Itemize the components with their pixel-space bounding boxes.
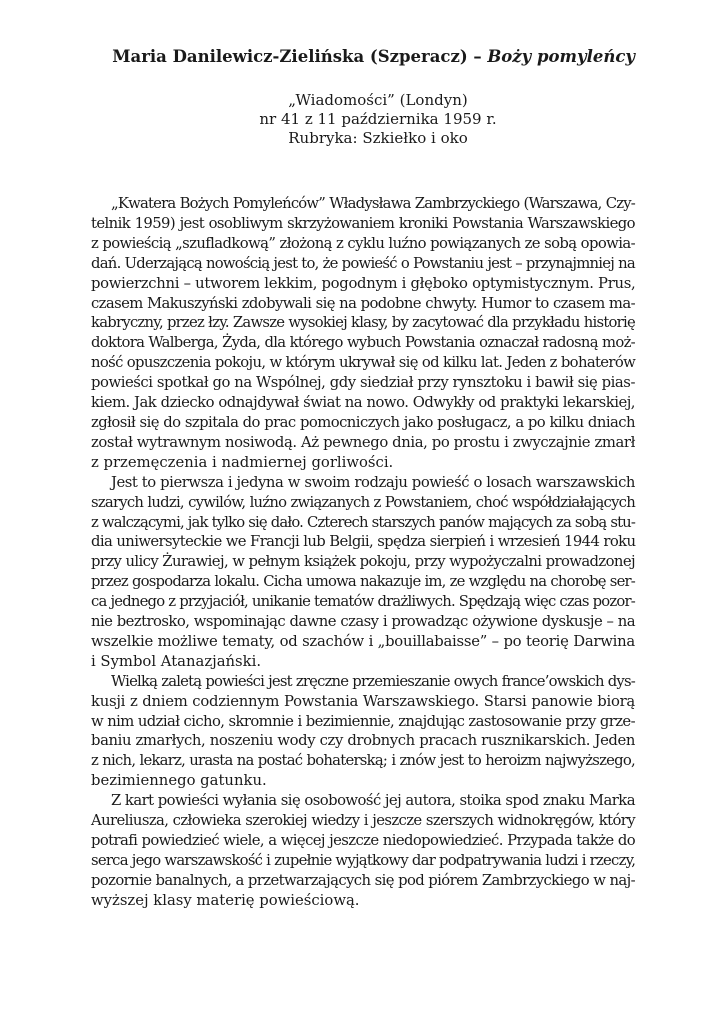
source-block [89,91,635,148]
text-line: baniu zmarłych, noszeniu wody czy drobnych pracach rusznikarskich. Jeden [91,732,635,750]
paragraph [89,672,635,791]
source-publication: „Wiadomości” (Londyn) [288,91,468,109]
text-line: został wytrawnym nosiwodą. Aż pewnego dnia, po prostu i zwyczajnie zmarł [91,433,635,451]
text-line: Aureliusza, człowieka szerokiej wiedzy i jeszcze szerszych widnokręgów, który [91,812,635,830]
text-line: w nim udział cicho, skromnie i bezimiennie, znajdując zastosowanie przy grze- [91,712,635,730]
text-line: wyższej klasy materię powieściową. [91,891,360,909]
paragraph [89,194,635,473]
text-line: telnik 1959) jest osobliwym skrzyżowaniem kroniki Powstania Warszawskiego [91,214,635,232]
text-line: i Symbol Atanazjański. [91,652,262,670]
text-line: nie beztrosko, wspominając dawne czasy i prowadząc ożywione dyskusje – na [91,613,635,631]
text-line: Z kart powieści wyłania się osobowość jej autora, stoika spod znaku Marka [111,792,635,810]
text-line: dia uniwersyteckie we Francji lub Belgii, spędza sierpień i wrzesień 1944 roku [91,533,636,551]
text-line: kiem. Jak dziecko odnajdywał świat na nowo. Odwykły od praktyki lekarskiej, [91,394,635,412]
text-line: Wielką zaletą powieści jest zręczne przemieszanie owych france’owskich dys- [111,672,635,690]
text-line: z przemęczenia i nadmiernej gorliwości. [91,453,394,471]
article-body [89,194,635,911]
source-rubric: Rubryka: Szkiełko i oko [288,129,468,147]
text-line: z walczącymi, jak tylko się dało. Czterech starszych panów mających za sobą stu- [91,513,635,531]
text-line: z powieścią „szufladkową” złożoną z cyklu luźno powiązanych ze sobą opowia- [91,234,635,252]
text-line: Jest to pierwsza i jedyna w swoim rodzaju powieść o losach warszawskich [111,473,635,491]
text-line: dań. Uderzającą nowością jest to, że powieść o Powstaniu jest – przynajmniej na [91,254,635,272]
paragraph [89,473,635,672]
text-line: ca jednego z przyjaciół, unikanie tematów drażliwych. Spędzają więc czas pozor- [91,593,635,611]
text-line: czasem Makuszyński zdobywali się na podobne chwyty. Humor to czasem ma- [91,294,635,312]
text-line: pozornie banalnych, a przetwarzających się pod piórem Zambrzyckiego w naj- [91,871,635,889]
text-line: przy ulicy Żurawiej, w pełnym książek pokoju, przy wypożyczalni prowadzonej [91,553,635,571]
article-title [89,45,635,69]
text-line: powieści spotkał go na Wspólnej, gdy siedział przy rynsztoku i bawił się pias- [91,374,635,392]
text-line: potrafi powiedzieć wiele, a więcej jeszcze niedopowiedzieć. Przypada także do [91,832,635,849]
work-title: Boży pomyleńcy [487,47,635,66]
text-line: serca jego warszawskość i zupełnie wyjątkowy dar podpatrywania ludzi i rzeczy, [91,851,636,869]
text-line: z nich, lekarz, urasta na postać bohaterską; i znów jest to heroizm najwyższego, [91,752,635,770]
source-issue: nr 41 z 11 października 1959 r. [259,110,497,128]
text-line: szarych ludzi, cywilów, luźno związanych z Powstaniem, choć współdziałających [91,493,635,511]
paragraph [89,791,635,910]
text-line: powierzchni – utworem lekkim, pogodnym i głęboko optymistycznym. Prus, [91,274,636,292]
author-name: Maria Danilewicz-Zielińska (Szperacz) – [112,47,488,66]
text-line: kabryczny, przez łzy. Zawsze wysokiej klasy, by zacytować dla przykładu historię [91,314,635,332]
text-line: bezimiennego gatunku. [91,772,267,790]
text-line: przez gospodarza lokalu. Cicha umowa nakazuje im, ze względu na chorobę ser- [91,573,635,591]
text-line: ność opuszczenia pokoju, w którym ukrywał się od kilku lat. Jeden z bohaterów [91,354,636,372]
text-line: wszelkie możliwe tematy, od szachów i „bouillabaisse” – po teorię Darwina [91,632,635,650]
text-line: „Kwatera Bożych Pomyleńców” Władysława Zambrzyckiego (Warszawa, Czy- [111,195,635,212]
document-page [89,45,635,911]
text-line: zgłosił się do szpitala do prac pomocniczych jako posługacz, a po kilku dniach [91,413,635,431]
text-line: kusji z dniem codziennym Powstania Warszawskiego. Starsi panowie biorą [91,692,635,710]
text-line: doktora Walberga, Żyda, dla którego wybuch Powstania oznaczał radosną moż- [91,334,635,352]
